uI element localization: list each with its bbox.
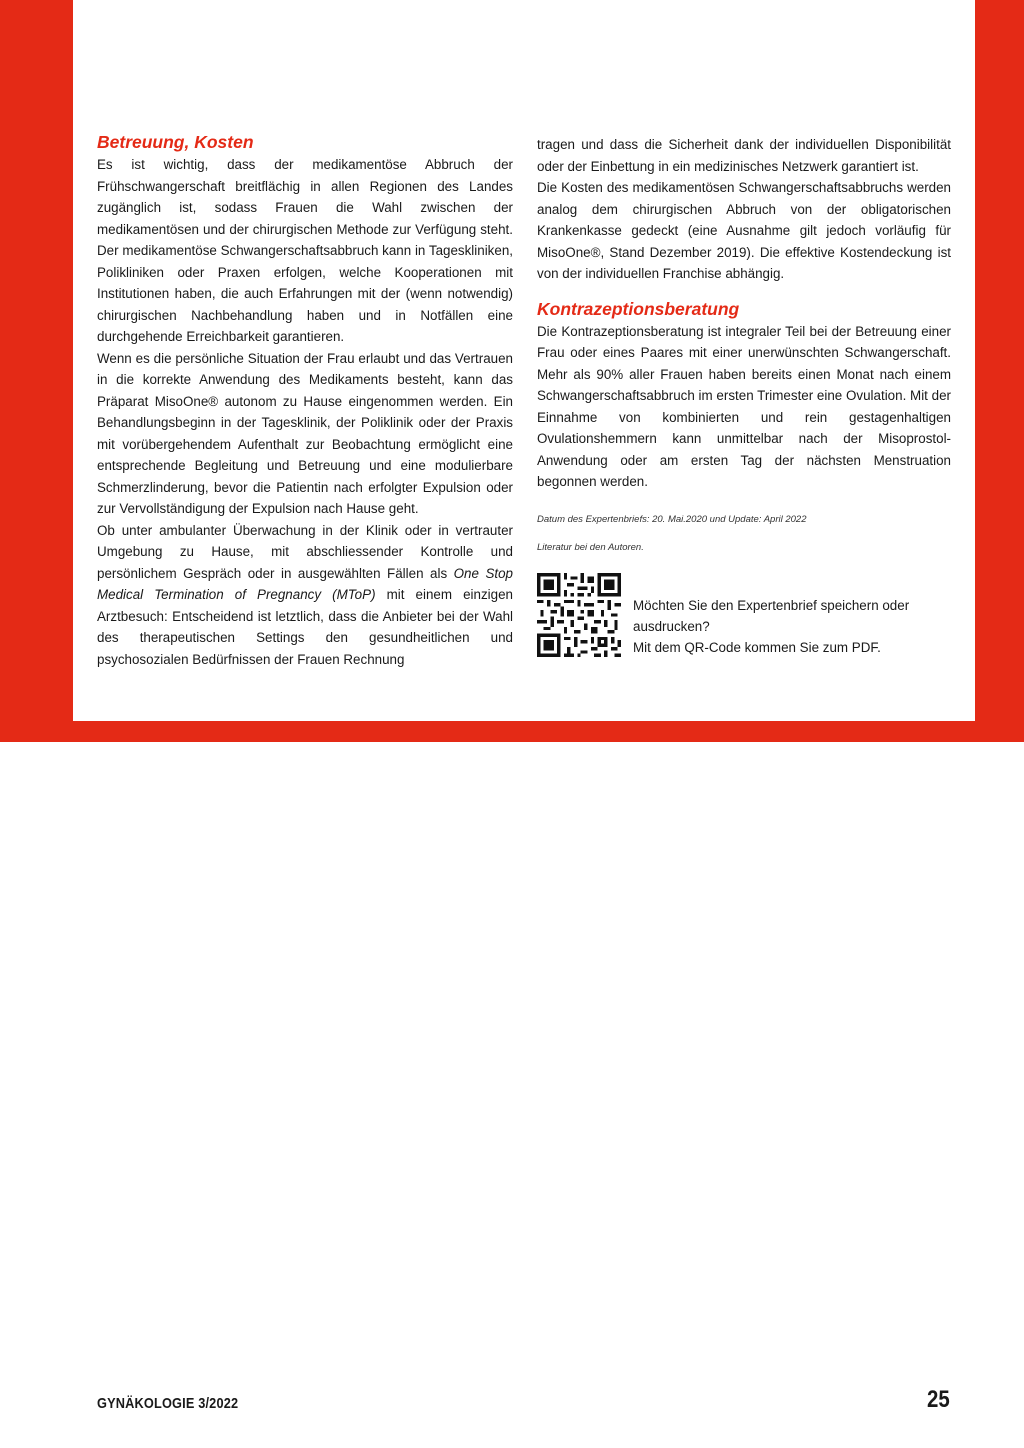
qr-caption-line: Möchten Sie den Expertenbrief speichern oder [633, 597, 910, 613]
page-number: 25 [927, 1386, 950, 1413]
italic-term: One Stop Medical Termination of Pregnancy (MToP) [97, 565, 513, 602]
section-heading-betreuung: Betreuung, Kosten [97, 132, 254, 152]
paragraph: Wenn es die persönliche Situation der Frau erlaubt und das Vertrauen in die korrekte Anwendung des Medikaments besteht, kann das Präparat MisoOne® autonom zu Hause eingenommen werden. Ein Behandlungsbeginn in der Tagesklinik, der Poliklinik oder der Praxis mit vorübergehendem Aufenthalt zur Beobachtung ermöglicht eine entsprechende Begleitung und Betreuung und eine modulierbare Schmerzlinderung, bevor die Patientin nach erfolgter Expulsion oder zur Vervollständigung der Expulsion nach Hause geht. [97, 350, 513, 516]
paragraph-text: mit einem einzigen Arztbesuch: Entscheidend ist letztlich, dass die Anbieter bei der Wahl des therapeutischen Settings den gesundheitlichen und psychosozialen Bedürfnissen der Frauen Rechnung [97, 587, 513, 667]
journal-title: GYNÄKOLOGIE 3/2022 [97, 1395, 239, 1412]
paragraph: Es ist wichtig, dass der medikamentöse Abbruch der Frühschwangerschaft breitflächig in allen Regionen des Landes zugänglich ist, sodass Frauen die Wahl zwischen der medikamentösen und der chirurgischen Methode zur Verfügung steht. Der medikamentöse Schwangerschaftsabbruch kann in Tageskliniken, Polikliniken oder Praxen erfolgen, welche Kooperationen mit Institutionen haben, die auch Erfahrungen mit der (wenn notwendig) chirurgischen Nachbehandlung haben und in Notfällen eine durchgehende Erreichbarkeit garantieren. [97, 157, 513, 344]
paragraph: Die Kosten des medikamentösen Schwangerschaftsabbruchs werden analog dem chirurgischen Abbruch von der obligatorischen Krankenkasse gedeckt (eine Ausnahme gilt jedoch vorläufig für MisoOne®, Stand Dezember 2019). Die effektive Kostendeckung ist von der individuellen Franchise abhängig. [537, 180, 951, 281]
left-column [97, 130, 513, 670]
paragraph-text: Ob unter ambulanter Überwachung in der Klinik oder in vertrauter Umgebung zu Hause, mit abschliessender Kontrolle und persönlichem Gespräch oder in ausgewählten Fällen als [97, 522, 513, 581]
qr-caption-line: Mit dem QR-Code kommen Sie zum PDF. [633, 639, 881, 655]
qr-block [537, 573, 951, 665]
paragraph [97, 520, 513, 671]
qr-caption [633, 595, 953, 658]
right-column [537, 134, 951, 665]
literature-note: Literatur bei den Autoren. [537, 541, 644, 553]
date-note: Datum des Expertenbriefs: 20. Mai.2020 und Update: April 2022 [537, 513, 807, 525]
paragraph: Die Kontrazeptionsberatung ist integraler Teil bei der Betreuung einer Frau oder eines Paares mit einer unerwünschten Schwangerschaft. Mehr als 90% aller Frauen haben bereits einen Monat nach einem Schwangerschaftsabbruch im ersten Trimester eine Ovulation. Mit der Einnahme von kombinierten und rein gestagenhaltigen Ovulationshemmern kann unmittelbar nach der Misoprostol-Anwendung oder am ersten Tag der nächsten Menstruation begonnen werden. [537, 323, 951, 489]
paragraph: tragen und dass die Sicherheit dank der individuellen Disponibilität oder der Einbettung in ein medizinisches Netzwerk garantiert ist. [537, 137, 951, 174]
qr-caption-line: ausdrucken? [633, 618, 710, 634]
section-heading-kontrazeption: Kontrazeptionsberatung [537, 298, 740, 319]
qr-code-icon[interactable] [537, 573, 621, 657]
